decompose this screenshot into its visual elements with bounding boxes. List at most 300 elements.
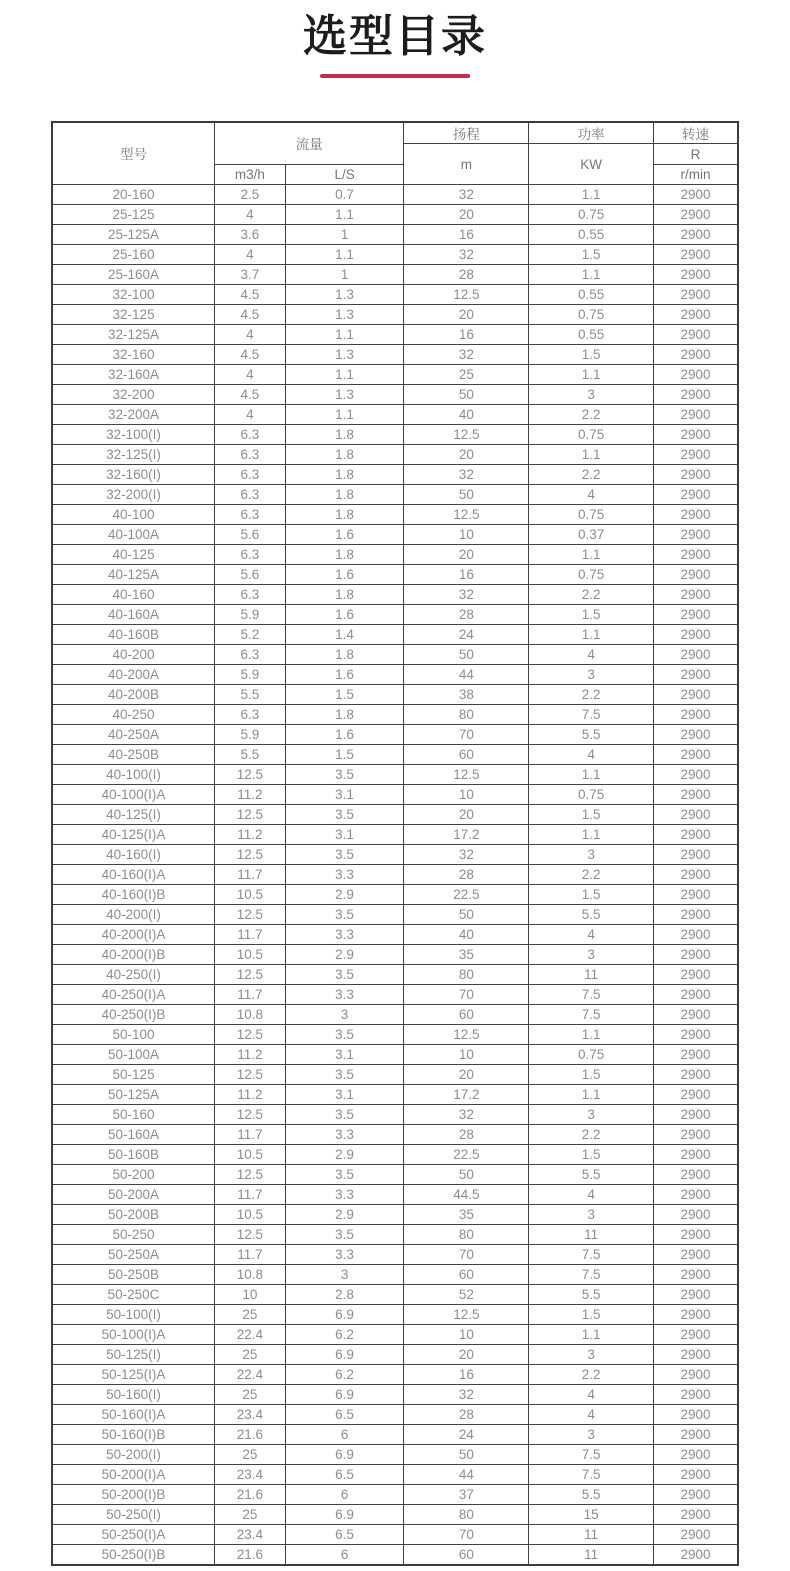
table-row: [52, 785, 738, 805]
cell-power-kw: 0.75: [529, 505, 654, 525]
cell-flow-m3h: 4.5: [215, 305, 286, 325]
cell-flow-m3h: 10.8: [215, 1005, 286, 1025]
cell-flow-m3h: 6.3: [215, 545, 286, 565]
cell-power-kw: 7.5: [529, 1245, 654, 1265]
cell-model: 50-100A: [52, 1045, 215, 1065]
cell-flow-ls: 3.3: [285, 985, 404, 1005]
column-header-power-unit: KW: [529, 144, 654, 185]
cell-power-kw: 7.5: [529, 1265, 654, 1285]
cell-speed-rmin: 2900: [654, 1045, 738, 1065]
cell-model: 50-200(I)A: [52, 1465, 215, 1485]
cell-flow-m3h: 4.5: [215, 345, 286, 365]
table-row: [52, 805, 738, 825]
table-row: [52, 585, 738, 605]
table-row: [52, 1065, 738, 1085]
cell-power-kw: 4: [529, 925, 654, 945]
table-row: [52, 1105, 738, 1125]
cell-flow-ls: 3.5: [285, 805, 404, 825]
cell-head-m: 32: [404, 1105, 529, 1125]
cell-model: 32-200A: [52, 405, 215, 425]
cell-flow-m3h: 4.5: [215, 285, 286, 305]
cell-speed-rmin: 2900: [654, 1265, 738, 1285]
cell-head-m: 32: [404, 465, 529, 485]
cell-head-m: 80: [404, 1225, 529, 1245]
cell-flow-ls: 3.3: [285, 925, 404, 945]
cell-flow-ls: 1.5: [285, 685, 404, 705]
cell-flow-ls: 1: [285, 225, 404, 245]
cell-flow-m3h: 5.2: [215, 625, 286, 645]
cell-head-m: 20: [404, 545, 529, 565]
cell-flow-ls: 3.5: [285, 765, 404, 785]
cell-flow-m3h: 5.5: [215, 745, 286, 765]
cell-flow-ls: 1.1: [285, 405, 404, 425]
cell-speed-rmin: 2900: [654, 605, 738, 625]
cell-speed-rmin: 2900: [654, 1465, 738, 1485]
cell-flow-ls: 6: [285, 1485, 404, 1505]
cell-flow-m3h: 6.3: [215, 585, 286, 605]
cell-head-m: 12.5: [404, 285, 529, 305]
cell-flow-ls: 2.8: [285, 1285, 404, 1305]
cell-power-kw: 3: [529, 1425, 654, 1445]
cell-head-m: 44: [404, 1465, 529, 1485]
cell-power-kw: 0.37: [529, 525, 654, 545]
cell-power-kw: 5.5: [529, 1485, 654, 1505]
cell-flow-ls: 1.6: [285, 565, 404, 585]
table-row: [52, 825, 738, 845]
cell-power-kw: 0.75: [529, 205, 654, 225]
cell-speed-rmin: 2900: [654, 265, 738, 285]
cell-speed-rmin: 2900: [654, 1105, 738, 1125]
cell-flow-m3h: 11.7: [215, 985, 286, 1005]
cell-head-m: 80: [404, 705, 529, 725]
cell-flow-ls: 1.1: [285, 325, 404, 345]
cell-model: 50-250(I): [52, 1505, 215, 1525]
cell-flow-m3h: 12.5: [215, 1225, 286, 1245]
cell-power-kw: 3: [529, 1205, 654, 1225]
cell-power-kw: 1.1: [529, 545, 654, 565]
cell-flow-m3h: 11.2: [215, 785, 286, 805]
table-row: [52, 1205, 738, 1225]
cell-speed-rmin: 2900: [654, 1445, 738, 1465]
cell-head-m: 28: [404, 865, 529, 885]
cell-power-kw: 1.5: [529, 245, 654, 265]
cell-head-m: 12.5: [404, 1305, 529, 1325]
cell-speed-rmin: 2900: [654, 1145, 738, 1165]
cell-flow-m3h: 6.3: [215, 485, 286, 505]
cell-flow-ls: 6.9: [285, 1305, 404, 1325]
cell-power-kw: 1.1: [529, 825, 654, 845]
cell-power-kw: 1.1: [529, 625, 654, 645]
cell-power-kw: 3: [529, 1105, 654, 1125]
cell-flow-m3h: 6.3: [215, 705, 286, 725]
cell-speed-rmin: 2900: [654, 665, 738, 685]
cell-speed-rmin: 2900: [654, 365, 738, 385]
cell-head-m: 60: [404, 1265, 529, 1285]
cell-power-kw: 1.1: [529, 1325, 654, 1345]
table-row: [52, 1045, 738, 1065]
cell-power-kw: 1.1: [529, 365, 654, 385]
cell-model: 32-160: [52, 345, 215, 365]
table-row: [52, 985, 738, 1005]
cell-speed-rmin: 2900: [654, 1365, 738, 1385]
column-header-speed-r: R: [654, 144, 738, 165]
cell-speed-rmin: 2900: [654, 625, 738, 645]
cell-flow-ls: 6: [285, 1545, 404, 1566]
cell-head-m: 20: [404, 1065, 529, 1085]
cell-head-m: 10: [404, 1045, 529, 1065]
cell-power-kw: 3: [529, 845, 654, 865]
cell-flow-ls: 3.3: [285, 865, 404, 885]
cell-flow-ls: 3.5: [285, 1165, 404, 1185]
cell-flow-ls: 2.9: [285, 1145, 404, 1165]
cell-model: 50-250(I)A: [52, 1525, 215, 1545]
cell-flow-ls: 1.3: [285, 345, 404, 365]
cell-power-kw: 3: [529, 665, 654, 685]
cell-flow-ls: 1: [285, 265, 404, 285]
cell-power-kw: 0.75: [529, 785, 654, 805]
cell-flow-m3h: 10.8: [215, 1265, 286, 1285]
cell-power-kw: 4: [529, 1185, 654, 1205]
table-row: [52, 945, 738, 965]
cell-flow-ls: 6.5: [285, 1525, 404, 1545]
cell-power-kw: 1.5: [529, 345, 654, 365]
table-row: [52, 1185, 738, 1205]
cell-model: 32-200: [52, 385, 215, 405]
cell-model: 32-100(I): [52, 425, 215, 445]
cell-head-m: 20: [404, 205, 529, 225]
cell-flow-m3h: 6.3: [215, 425, 286, 445]
cell-power-kw: 0.55: [529, 325, 654, 345]
cell-power-kw: 4: [529, 1405, 654, 1425]
cell-head-m: 20: [404, 1345, 529, 1365]
cell-model: 50-100(I): [52, 1305, 215, 1325]
column-header-head: 扬程: [404, 122, 529, 144]
cell-head-m: 28: [404, 265, 529, 285]
cell-speed-rmin: 2900: [654, 1205, 738, 1225]
cell-speed-rmin: 2900: [654, 525, 738, 545]
cell-flow-ls: 1.3: [285, 385, 404, 405]
cell-flow-m3h: 12.5: [215, 1065, 286, 1085]
table-row: [52, 1505, 738, 1525]
cell-flow-ls: 3.1: [285, 825, 404, 845]
catalog-table-container: [51, 121, 739, 1567]
cell-flow-m3h: 4: [215, 325, 286, 345]
cell-speed-rmin: 2900: [654, 245, 738, 265]
cell-head-m: 20: [404, 445, 529, 465]
table-row: [52, 505, 738, 525]
cell-model: 50-200(I): [52, 1445, 215, 1465]
cell-flow-ls: 6.9: [285, 1345, 404, 1365]
cell-flow-ls: 1.4: [285, 625, 404, 645]
table-row: [52, 465, 738, 485]
cell-power-kw: 1.5: [529, 1065, 654, 1085]
cell-speed-rmin: 2900: [654, 585, 738, 605]
cell-model: 32-160A: [52, 365, 215, 385]
cell-flow-ls: 2.9: [285, 1205, 404, 1225]
table-row: [52, 1265, 738, 1285]
table-row: [52, 925, 738, 945]
cell-flow-m3h: 22.4: [215, 1365, 286, 1385]
cell-model: 25-160: [52, 245, 215, 265]
cell-power-kw: 5.5: [529, 1285, 654, 1305]
cell-flow-ls: 6.2: [285, 1325, 404, 1345]
table-row: [52, 185, 738, 205]
cell-head-m: 17.2: [404, 1085, 529, 1105]
cell-model: 25-125: [52, 205, 215, 225]
cell-model: 40-100(I)A: [52, 785, 215, 805]
cell-speed-rmin: 2900: [654, 1225, 738, 1245]
cell-model: 40-160(I)A: [52, 865, 215, 885]
cell-head-m: 16: [404, 565, 529, 585]
cell-power-kw: 5.5: [529, 725, 654, 745]
cell-speed-rmin: 2900: [654, 1025, 738, 1045]
cell-flow-m3h: 5.9: [215, 665, 286, 685]
cell-flow-ls: 0.7: [285, 185, 404, 205]
table-row: [52, 565, 738, 585]
cell-flow-ls: 1.8: [285, 645, 404, 665]
table-row: [52, 1525, 738, 1545]
table-row: [52, 1405, 738, 1425]
cell-power-kw: 2.2: [529, 865, 654, 885]
cell-head-m: 16: [404, 325, 529, 345]
cell-head-m: 12.5: [404, 765, 529, 785]
cell-speed-rmin: 2900: [654, 565, 738, 585]
cell-flow-m3h: 23.4: [215, 1405, 286, 1425]
cell-flow-ls: 3.5: [285, 1225, 404, 1245]
cell-head-m: 44.5: [404, 1185, 529, 1205]
cell-flow-m3h: 10.5: [215, 945, 286, 965]
cell-speed-rmin: 2900: [654, 845, 738, 865]
cell-speed-rmin: 2900: [654, 685, 738, 705]
table-row: [52, 225, 738, 245]
cell-speed-rmin: 2900: [654, 885, 738, 905]
cell-model: 50-200: [52, 1165, 215, 1185]
cell-flow-m3h: 23.4: [215, 1525, 286, 1545]
cell-model: 50-200A: [52, 1185, 215, 1205]
cell-speed-rmin: 2900: [654, 865, 738, 885]
cell-flow-m3h: 11.7: [215, 865, 286, 885]
cell-model: 50-250: [52, 1225, 215, 1245]
cell-head-m: 52: [404, 1285, 529, 1305]
page-title: 选型目录: [303, 12, 487, 61]
cell-flow-ls: 1.8: [285, 445, 404, 465]
cell-flow-m3h: 12.5: [215, 905, 286, 925]
table-row: [52, 245, 738, 265]
table-row: [52, 365, 738, 385]
cell-speed-rmin: 2900: [654, 285, 738, 305]
cell-flow-m3h: 6.3: [215, 465, 286, 485]
cell-model: 40-250A: [52, 725, 215, 745]
table-row: [52, 1085, 738, 1105]
column-header-flow-m3h: m3/h: [215, 165, 286, 185]
cell-flow-m3h: 25: [215, 1305, 286, 1325]
table-row: [52, 1365, 738, 1385]
cell-speed-rmin: 2900: [654, 1525, 738, 1545]
cell-speed-rmin: 2900: [654, 805, 738, 825]
cell-speed-rmin: 2900: [654, 425, 738, 445]
cell-model: 50-100(I)A: [52, 1325, 215, 1345]
cell-model: 50-250(I)B: [52, 1545, 215, 1566]
cell-speed-rmin: 2900: [654, 1385, 738, 1405]
cell-model: 50-100: [52, 1025, 215, 1045]
cell-flow-ls: 1.6: [285, 605, 404, 625]
cell-power-kw: 1.5: [529, 1305, 654, 1325]
cell-speed-rmin: 2900: [654, 465, 738, 485]
cell-flow-m3h: 11.7: [215, 925, 286, 945]
cell-flow-ls: 3.5: [285, 1065, 404, 1085]
table-row: [52, 705, 738, 725]
cell-flow-ls: 1.8: [285, 545, 404, 565]
cell-flow-ls: 1.3: [285, 285, 404, 305]
cell-model: 40-200A: [52, 665, 215, 685]
cell-flow-m3h: 5.5: [215, 685, 286, 705]
table-row: [52, 665, 738, 685]
cell-power-kw: 1.5: [529, 805, 654, 825]
cell-head-m: 70: [404, 1245, 529, 1265]
cell-model: 50-200(I)B: [52, 1485, 215, 1505]
cell-flow-m3h: 21.6: [215, 1425, 286, 1445]
cell-flow-ls: 3.3: [285, 1185, 404, 1205]
column-header-head-unit: m: [404, 144, 529, 185]
cell-flow-m3h: 11.2: [215, 1045, 286, 1065]
table-row: [52, 1325, 738, 1345]
cell-speed-rmin: 2900: [654, 205, 738, 225]
cell-power-kw: 0.75: [529, 425, 654, 445]
cell-head-m: 35: [404, 945, 529, 965]
cell-head-m: 24: [404, 625, 529, 645]
cell-model: 40-100(I): [52, 765, 215, 785]
cell-speed-rmin: 2900: [654, 945, 738, 965]
cell-speed-rmin: 2900: [654, 1545, 738, 1566]
cell-model: 50-250B: [52, 1265, 215, 1285]
cell-power-kw: 4: [529, 645, 654, 665]
cell-flow-m3h: 4: [215, 405, 286, 425]
cell-speed-rmin: 2900: [654, 1345, 738, 1365]
cell-head-m: 20: [404, 305, 529, 325]
cell-flow-m3h: 6.3: [215, 445, 286, 465]
cell-power-kw: 7.5: [529, 985, 654, 1005]
table-row: [52, 545, 738, 565]
cell-speed-rmin: 2900: [654, 325, 738, 345]
cell-flow-ls: 6.9: [285, 1505, 404, 1525]
cell-flow-ls: 1.6: [285, 725, 404, 745]
table-row: [52, 765, 738, 785]
title-underline-accent: [320, 74, 470, 78]
cell-flow-ls: 1.1: [285, 365, 404, 385]
cell-speed-rmin: 2900: [654, 1285, 738, 1305]
cell-speed-rmin: 2900: [654, 545, 738, 565]
cell-power-kw: 1.1: [529, 1025, 654, 1045]
cell-model: 40-200B: [52, 685, 215, 705]
cell-head-m: 32: [404, 185, 529, 205]
cell-speed-rmin: 2900: [654, 965, 738, 985]
cell-model: 32-200(I): [52, 485, 215, 505]
cell-flow-m3h: 25: [215, 1345, 286, 1365]
cell-head-m: 24: [404, 1425, 529, 1445]
cell-speed-rmin: 2900: [654, 405, 738, 425]
cell-flow-m3h: 11.7: [215, 1245, 286, 1265]
cell-flow-m3h: 22.4: [215, 1325, 286, 1345]
cell-speed-rmin: 2900: [654, 185, 738, 205]
cell-power-kw: 0.55: [529, 285, 654, 305]
cell-power-kw: 1.1: [529, 765, 654, 785]
cell-head-m: 12.5: [404, 505, 529, 525]
cell-head-m: 32: [404, 585, 529, 605]
table-row: [52, 305, 738, 325]
cell-speed-rmin: 2900: [654, 905, 738, 925]
cell-power-kw: 11: [529, 1545, 654, 1566]
cell-head-m: 25: [404, 365, 529, 385]
cell-flow-m3h: 21.6: [215, 1485, 286, 1505]
cell-flow-m3h: 12.5: [215, 805, 286, 825]
cell-flow-ls: 1.8: [285, 505, 404, 525]
cell-flow-ls: 1.6: [285, 525, 404, 545]
cell-flow-ls: 1.8: [285, 465, 404, 485]
cell-head-m: 32: [404, 245, 529, 265]
column-header-flow-ls: L/S: [285, 165, 404, 185]
cell-power-kw: 0.55: [529, 225, 654, 245]
cell-flow-ls: 1.8: [285, 425, 404, 445]
cell-flow-m3h: 12.5: [215, 765, 286, 785]
cell-flow-m3h: 11.2: [215, 825, 286, 845]
cell-model: 20-160: [52, 185, 215, 205]
cell-head-m: 40: [404, 925, 529, 945]
cell-model: 40-160: [52, 585, 215, 605]
cell-model: 40-200(I): [52, 905, 215, 925]
cell-flow-ls: 3.5: [285, 1025, 404, 1045]
table-row: [52, 265, 738, 285]
cell-model: 32-100: [52, 285, 215, 305]
cell-flow-m3h: 5.6: [215, 525, 286, 545]
cell-power-kw: 1.5: [529, 1145, 654, 1165]
cell-flow-ls: 2.9: [285, 885, 404, 905]
cell-flow-m3h: 11.2: [215, 1085, 286, 1105]
cell-speed-rmin: 2900: [654, 1005, 738, 1025]
cell-head-m: 12.5: [404, 1025, 529, 1045]
cell-power-kw: 3: [529, 1345, 654, 1365]
cell-flow-m3h: 4: [215, 205, 286, 225]
cell-speed-rmin: 2900: [654, 705, 738, 725]
cell-model: 32-125: [52, 305, 215, 325]
cell-power-kw: 5.5: [529, 1165, 654, 1185]
cell-flow-ls: 3.1: [285, 785, 404, 805]
cell-model: 32-125A: [52, 325, 215, 345]
cell-head-m: 10: [404, 525, 529, 545]
table-row: [52, 625, 738, 645]
cell-flow-ls: 1.8: [285, 485, 404, 505]
cell-speed-rmin: 2900: [654, 1405, 738, 1425]
cell-speed-rmin: 2900: [654, 385, 738, 405]
cell-head-m: 22.5: [404, 1145, 529, 1165]
cell-model: 40-160(I)B: [52, 885, 215, 905]
table-row: [52, 485, 738, 505]
cell-power-kw: 2.2: [529, 465, 654, 485]
cell-flow-ls: 1.1: [285, 245, 404, 265]
cell-speed-rmin: 2900: [654, 785, 738, 805]
cell-flow-m3h: 6.3: [215, 645, 286, 665]
cell-power-kw: 2.2: [529, 1125, 654, 1145]
cell-head-m: 10: [404, 1325, 529, 1345]
cell-flow-ls: 3: [285, 1005, 404, 1025]
cell-flow-m3h: 12.5: [215, 1105, 286, 1125]
cell-head-m: 28: [404, 605, 529, 625]
cell-model: 40-125A: [52, 565, 215, 585]
cell-speed-rmin: 2900: [654, 1485, 738, 1505]
cell-head-m: 16: [404, 225, 529, 245]
cell-flow-m3h: 4.5: [215, 385, 286, 405]
cell-speed-rmin: 2900: [654, 765, 738, 785]
column-header-model: 型号: [52, 122, 215, 185]
